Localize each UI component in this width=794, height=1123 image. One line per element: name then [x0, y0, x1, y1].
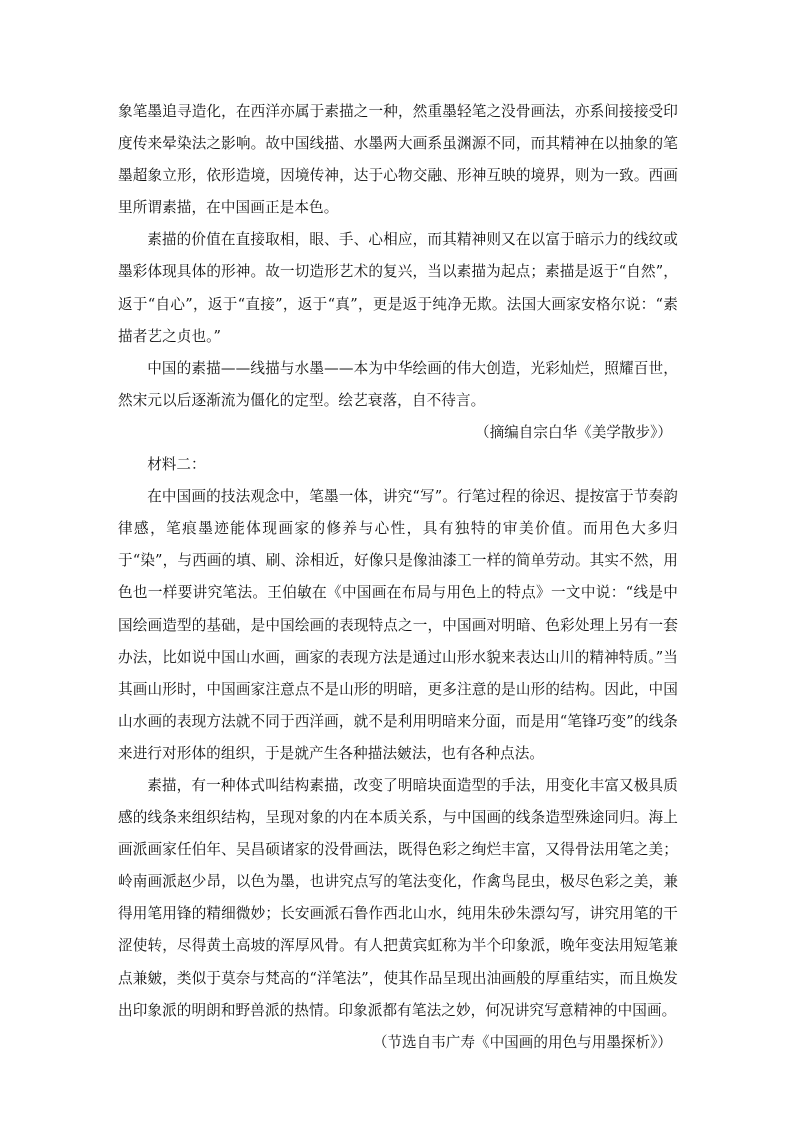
material1-paragraph-3: 中国的素描——线描与水墨——本为中华绘画的伟大创造，光彩灿烂，照耀百世，然宋元以后逐渐流为僵化的定型。绘艺衰落，自不待言。 — [118, 359, 678, 409]
material2-paragraph-1: 在中国画的技法观念中，笔墨一体，讲究“写”。行笔过程的徐迟、提按富于节奏韵律感，笔痕墨迹能体现画家的修养与心性，具有独特的审美价值。而用色大多归于“染”，与西画的填、刷、涂相近，好像只是像油漆工一样的简单劳动。其实不然，用色也一样要讲究笔法。王伯敏在《中国画在布局与用色上的特点》一文中说：“线是中国绘画造型的基础，是中国绘画的表现特点之一，中国画对明暗、色彩处理上另有一套办法，比如说中国山水画，画家的表现方法是通过山形水貌来表达山川的精神特质。”当其画山形时，中国画家注意点不是山形的明暗，更多注意的是山形的结构。因此，中国山水画的表现方法就不同于西洋画，就不是利用明暗来分面，而是用“笔锋巧变”的线条来进行对形体的组织，于是就产生各种描法皴法，也有各种点法。 — [118, 488, 678, 762]
material2-paragraph-2: 素描，有一种体式叫结构素描，改变了明暗块面造型的手法，用变化丰富又极具质感的线条来组织结构，呈现对象的内在本质关系，与中国画的线条造型殊途同归。海上画派画家任伯年、吴昌硕诸家的没骨画法，既得色彩之绚烂丰富，又得骨法用笔之美；岭南画派赵少昂，以色为墨，也讲究点写的笔法变化，作禽鸟昆虫，极尽色彩之美，兼得用笔用锋的精细微妙；长安画派石鲁作西北山水，纯用朱砂朱漂勾写，讲究用笔的干涩使转，尽得黄土高坡的浑厚风骨。有人把黄宾虹称为半个印象派，晚年变法用短笔兼点兼皴，类似于莫奈与梵高的“洋笔法”，使其作品呈现出油画般的厚重结实，而且焕发出印象派的明朗和野兽派的热情。印象派都有笔法之妙，何况讲究写意精神的中国画。 — [118, 776, 678, 1019]
material1-source-citation: （摘编自宗白华《美学散步》） — [474, 423, 672, 441]
material1-paragraph-2: 素描的价值在直接取相，眼、手、心相应，而其精神则又在以富于暗示力的线纹或墨彩体现具体的形神。故一切造形艺术的复兴，当以素描为起点；素描是返于“自然”，返于“自心”，返于“直接”，返于“真”，更是返于纯净无欺。法国大画家安格尔说：“素描者艺之贞也。” — [118, 231, 678, 345]
material1-paragraph-1: 象笔墨追寻造化，在西洋亦属于素描之一种，然重墨轻笔之没骨画法，亦系间接接受印度传来晕染法之影响。故中国线描、水墨两大画系虽渊源不同，而其精神在以抽象的笔墨超象立形，依形造境，因境传神，达于心物交融、形神互映的境界，则为一致。西画里所谓素描，在中国画正是本色。 — [118, 103, 678, 217]
document-page — [118, 96, 678, 1059]
material2-heading: 材料二： — [147, 456, 206, 474]
material2-source-citation: （节选自韦广寿《中国画的用色与用墨探析》） — [372, 1033, 672, 1051]
